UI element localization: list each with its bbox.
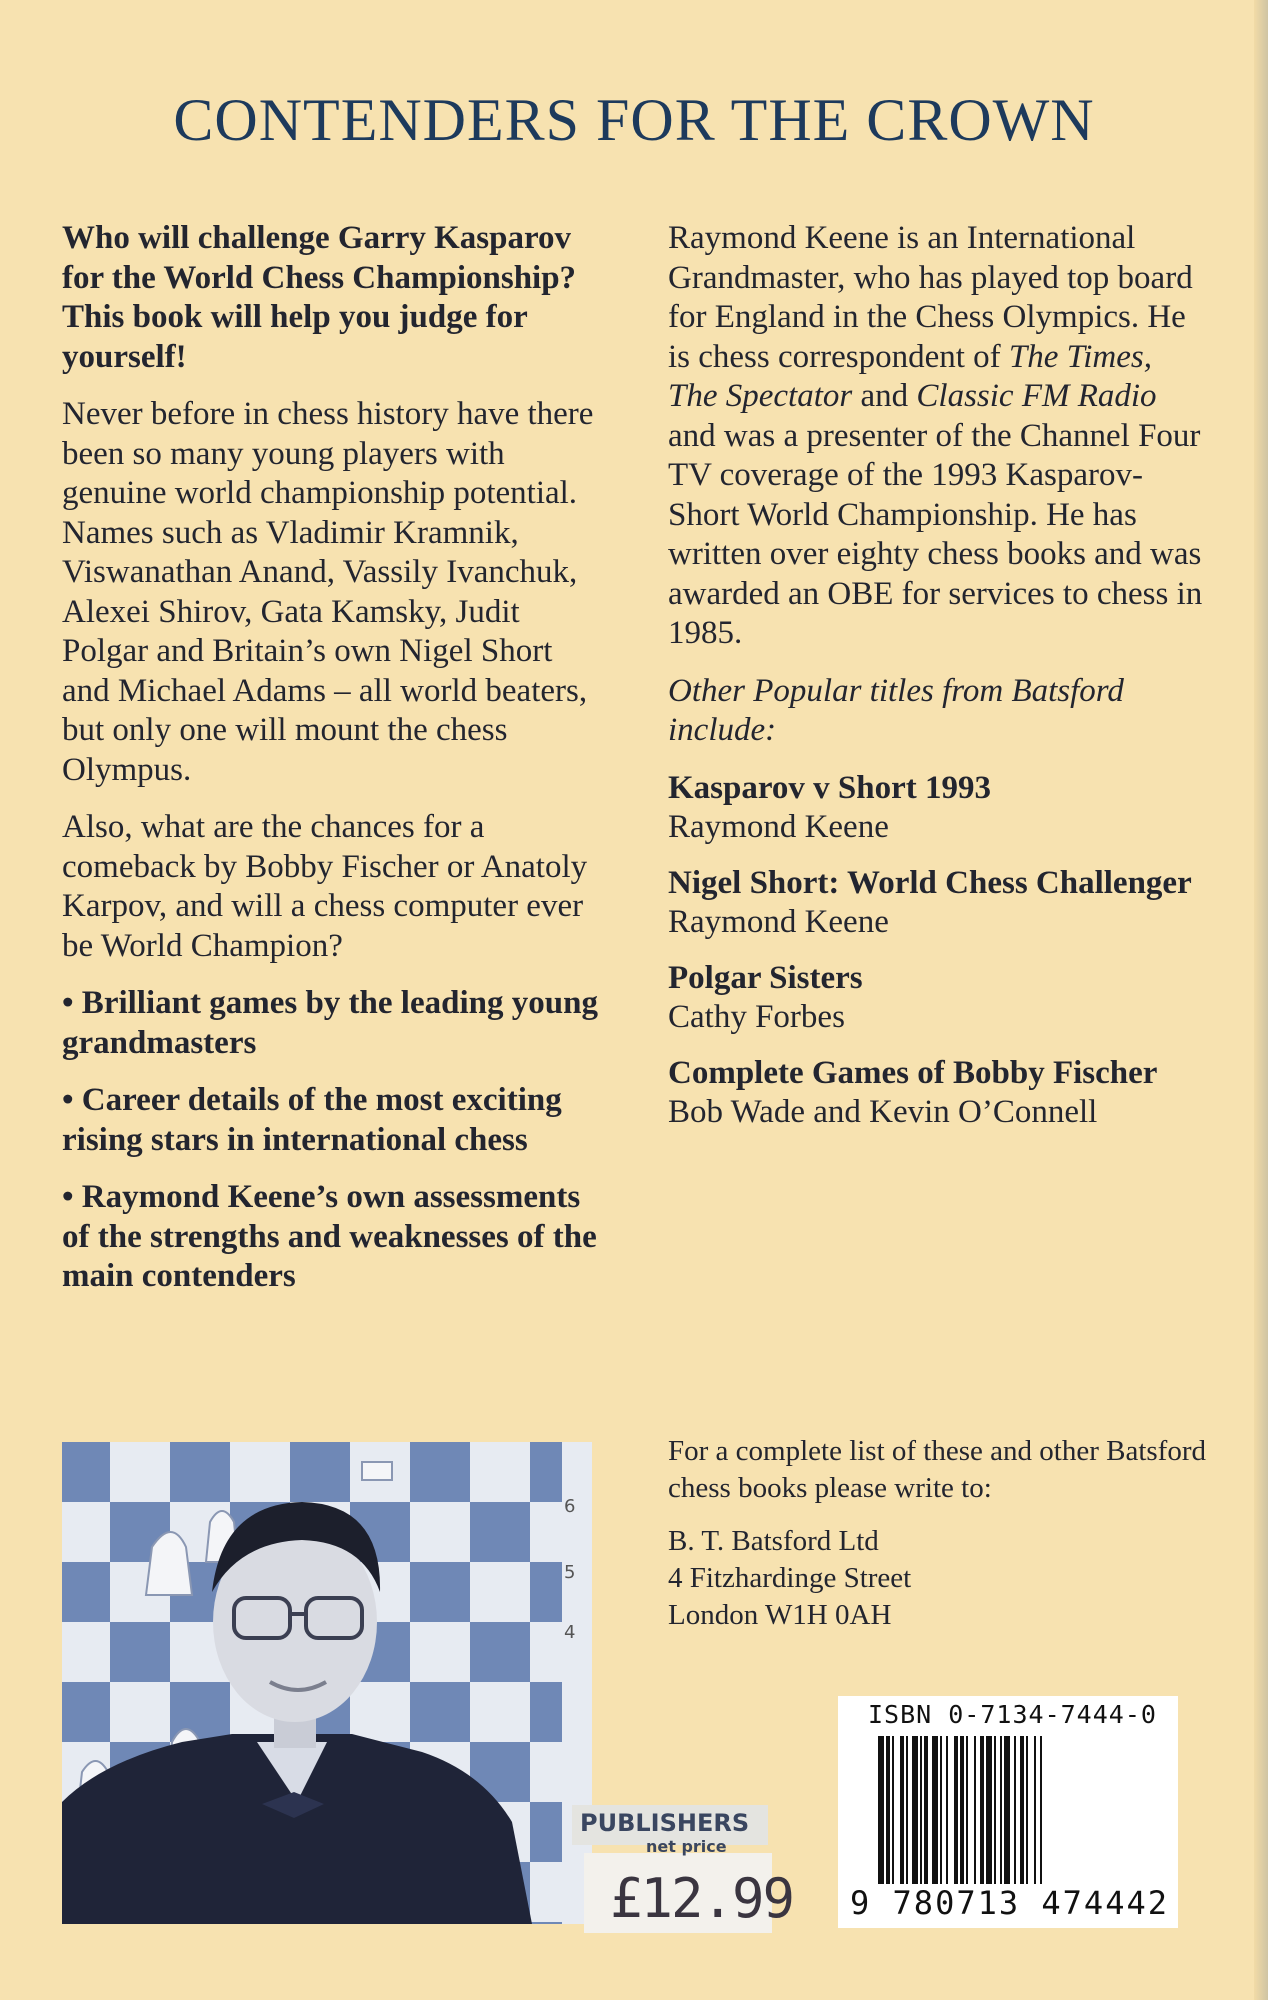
bio-text: and [852,378,917,414]
price-label: PUBLISHERS [580,1809,750,1837]
book-entry-author: Raymond Keene [668,809,889,845]
chances-paragraph: Also, what are the chances for a comeback by Bobby Fischer or Anatoly Karpov, and will a chess computer ever be World Champion? [62,809,588,964]
board-rank-label: 5 [564,1562,576,1583]
address-line: 4 Fitzhardinge Street [668,1562,912,1594]
bio-publication: The Times, The Spectator [668,338,1152,414]
price-value: £12.99 [610,1867,794,1930]
lead-paragraph: Who will challenge Garry Kasparov for the World Chess Championship? This book will help you judge for yourself! [62,220,577,375]
book-entry-author: Raymond Keene [668,904,889,940]
right-column [668,219,1208,1149]
book-entry-title: Nigel Short: World Chess Challenger [668,864,1192,901]
author-bio [668,219,1208,654]
board-rank-label: 6 [564,1496,576,1517]
author-photo [62,1442,592,1924]
contact-intro: For a complete list of these and other Batsford chess books please write to: [668,1435,1206,1504]
book-entry [668,864,1208,943]
bio-text: Raymond Keene is an International Grandmaster, who has played top board for England in the Chess Olympics. He is chess correspondent of [668,220,1193,375]
page-edge [1254,0,1268,2000]
isbn-number: ISBN 0-7134-7444-0 [868,1700,1157,1729]
board-rank-label: 4 [564,1622,576,1643]
bullet-point: • Raymond Keene’s own assessments of the strengths and weaknesses of the main contenders [62,1179,597,1294]
bullet-point: • Brilliant games by the leading young grandmasters [62,985,598,1061]
contact-block [668,1433,1208,1634]
bio-publication: Classic FM Radio [916,378,1157,414]
book-entry-title: Polgar Sisters [668,959,863,996]
left-column [62,219,602,1315]
book-entry-title: Complete Games of Bobby Fischer [668,1054,1158,1091]
book-entry [668,1054,1208,1133]
price-sublabel: net price [646,1837,727,1856]
author-photo-image [62,1442,592,1924]
isbn-barcode [838,1696,1178,1928]
book-entry [668,959,1208,1038]
address-line: B. T. Batsford Ltd [668,1525,879,1557]
ean-number: 9 780713 474442 [850,1884,1169,1922]
price-sticker [570,1797,794,1935]
address-line: London W1H 0AH [668,1599,892,1631]
bullet-point: • Career details of the most exciting rising stars in international chess [62,1082,562,1158]
barcode-bars [838,1736,1178,1896]
book-entry-author: Cathy Forbes [668,999,845,1035]
book-entry-title: Kasparov v Short 1993 [668,769,992,806]
book-entry-author: Bob Wade and Kevin O’Connell [668,1094,1098,1130]
other-titles-heading: Other Popular titles from Batsford include: [668,672,1124,748]
history-paragraph: Never before in chess history have there been so many young players with genuine world championship potential. Names such as Vladimir Kramnik, Viswanathan Anand, Vassily Ivanchuk, Alexei Shirov, Gata Kamsky, Judit Polgar and Britain’s own Nigel Short and Michael Adams – all world beaters, but only one will mount the chess Olympus. [62,396,594,788]
book-title: CONTENDERS FOR THE CROWN [173,87,1095,153]
bio-text: and was a presenter of the Channel Four TV coverage of the 1993 Kasparov-Short World Championship. He has written over eighty chess books and was awarded an OBE for services to chess in 1985. [668,417,1203,651]
book-entry [668,769,1208,848]
